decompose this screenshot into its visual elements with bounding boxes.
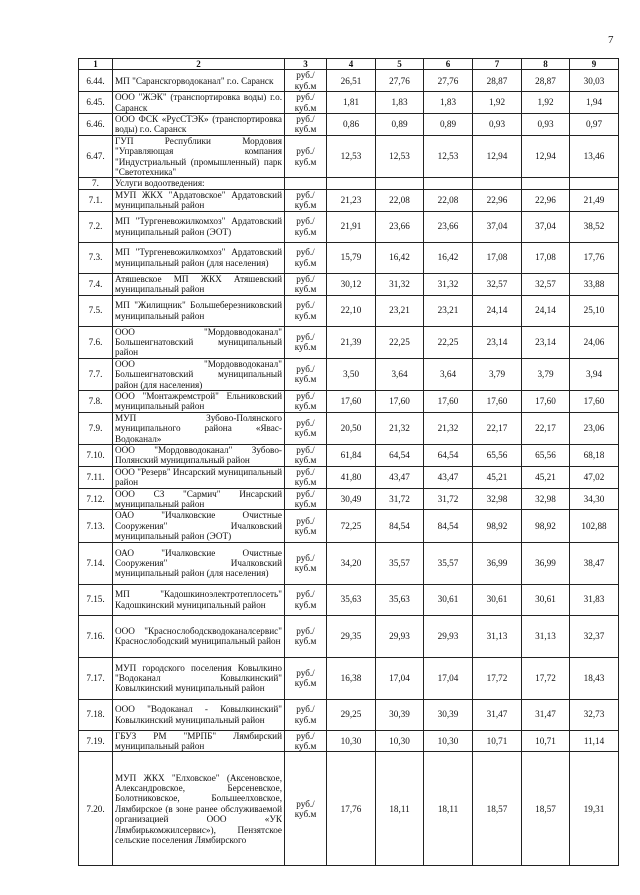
organization-name-cell: ООО "Монтажремстрой" Ельниковский муниципальный район bbox=[113, 390, 285, 412]
unit-cell: руб./ куб.м bbox=[285, 242, 327, 273]
tariff-value-cell: 22,25 bbox=[424, 326, 473, 358]
unit-cell: руб./ куб.м bbox=[285, 358, 327, 390]
tariff-value-cell: 72,25 bbox=[327, 510, 376, 542]
row-number-cell: 7.16. bbox=[79, 615, 113, 657]
table-row bbox=[79, 358, 619, 390]
tariff-value-cell: 23,66 bbox=[424, 211, 473, 242]
tariff-value-cell: 18,57 bbox=[522, 752, 570, 866]
tariff-value-cell: 1,94 bbox=[570, 92, 619, 114]
column-header: 6 bbox=[424, 59, 473, 70]
organization-name-cell: МП "Жилищник" Большеберезниковский муниципальный район bbox=[113, 295, 285, 326]
tariff-value-cell: 61,84 bbox=[327, 444, 376, 466]
tariff-value-cell: 0,97 bbox=[570, 114, 619, 136]
row-number-cell: 7.14. bbox=[79, 542, 113, 584]
tariff-value-cell: 18,57 bbox=[473, 752, 522, 866]
row-number-cell: 7.20. bbox=[79, 752, 113, 866]
row-number-cell: 7.7. bbox=[79, 358, 113, 390]
tariff-value-cell: 17,76 bbox=[327, 752, 376, 866]
tariff-value-cell: 29,93 bbox=[424, 615, 473, 657]
tariff-value-cell: 10,71 bbox=[522, 730, 570, 752]
row-number-cell: 7.11. bbox=[79, 466, 113, 488]
row-number-cell: 7.15. bbox=[79, 584, 113, 615]
unit-cell: руб./ куб.м bbox=[285, 211, 327, 242]
tariff-value-cell: 32,57 bbox=[473, 273, 522, 295]
column-header: 1 bbox=[79, 59, 113, 70]
tariff-value-cell: 43,47 bbox=[424, 466, 473, 488]
tariff-value-cell: 64,54 bbox=[376, 444, 424, 466]
column-header: 7 bbox=[473, 59, 522, 70]
tariff-value-cell: 65,56 bbox=[473, 444, 522, 466]
tariff-value-cell: 32,37 bbox=[570, 615, 619, 657]
table-row bbox=[79, 510, 619, 542]
tariff-value-cell: 21,23 bbox=[327, 189, 376, 211]
unit-cell: руб./ куб.м bbox=[285, 699, 327, 730]
tariff-value-cell: 45,21 bbox=[522, 466, 570, 488]
tariff-value-cell: 98,92 bbox=[473, 510, 522, 542]
tariff-value-cell bbox=[424, 178, 473, 189]
organization-name-cell: ООО "Мордовводоканал" Зубово-Полянский муниципальный район bbox=[113, 444, 285, 466]
tariff-value-cell: 12,53 bbox=[327, 135, 376, 178]
unit-cell: руб./ куб.м bbox=[285, 135, 327, 178]
unit-cell: руб./ куб.м bbox=[285, 114, 327, 136]
tariff-value-cell: 23,14 bbox=[522, 326, 570, 358]
table-body bbox=[79, 70, 619, 866]
table-row bbox=[79, 730, 619, 752]
tariff-value-cell: 35,57 bbox=[424, 542, 473, 584]
tariff-value-cell: 3,79 bbox=[522, 358, 570, 390]
tariff-value-cell: 17,60 bbox=[376, 390, 424, 412]
tariff-value-cell: 23,66 bbox=[376, 211, 424, 242]
unit-cell: руб./ куб.м bbox=[285, 657, 327, 699]
tariff-value-cell: 1,83 bbox=[424, 92, 473, 114]
tariff-value-cell: 3,64 bbox=[424, 358, 473, 390]
tariff-value-cell: 28,87 bbox=[522, 70, 570, 92]
tariff-value-cell: 30,61 bbox=[473, 584, 522, 615]
row-number-cell: 7.1. bbox=[79, 189, 113, 211]
tariff-value-cell: 19,31 bbox=[570, 752, 619, 866]
tariff-value-cell: 0,89 bbox=[424, 114, 473, 136]
tariff-value-cell: 22,10 bbox=[327, 295, 376, 326]
tariff-value-cell: 30,39 bbox=[424, 699, 473, 730]
tariff-value-cell: 30,49 bbox=[327, 488, 376, 510]
row-number-cell: 7.19. bbox=[79, 730, 113, 752]
tariff-value-cell: 35,57 bbox=[376, 542, 424, 584]
row-number-cell: 6.46. bbox=[79, 114, 113, 136]
table-row bbox=[79, 273, 619, 295]
tariff-value-cell: 36,99 bbox=[473, 542, 522, 584]
tariff-value-cell: 35,63 bbox=[376, 584, 424, 615]
tariff-value-cell: 84,54 bbox=[376, 510, 424, 542]
tariff-value-cell: 1,81 bbox=[327, 92, 376, 114]
table-row bbox=[79, 657, 619, 699]
tariff-value-cell: 28,87 bbox=[473, 70, 522, 92]
table-row bbox=[79, 70, 619, 92]
tariff-value-cell: 12,94 bbox=[473, 135, 522, 178]
row-number-cell: 7.9. bbox=[79, 412, 113, 444]
column-header: 5 bbox=[376, 59, 424, 70]
tariff-value-cell: 43,47 bbox=[376, 466, 424, 488]
tariff-value-cell: 23,21 bbox=[424, 295, 473, 326]
unit-cell bbox=[285, 178, 327, 189]
row-number-cell: 7.12. bbox=[79, 488, 113, 510]
tariff-value-cell: 30,61 bbox=[522, 584, 570, 615]
tariff-value-cell: 24,06 bbox=[570, 326, 619, 358]
tariff-value-cell: 0,86 bbox=[327, 114, 376, 136]
row-number-cell: 7.8. bbox=[79, 390, 113, 412]
tariff-value-cell: 36,99 bbox=[522, 542, 570, 584]
tariff-value-cell: 17,60 bbox=[522, 390, 570, 412]
tariff-value-cell: 10,30 bbox=[424, 730, 473, 752]
tariff-value-cell: 22,08 bbox=[424, 189, 473, 211]
tariff-value-cell: 29,35 bbox=[327, 615, 376, 657]
tariff-value-cell: 21,49 bbox=[570, 189, 619, 211]
unit-cell: руб./ куб.м bbox=[285, 730, 327, 752]
tariff-value-cell: 22,08 bbox=[376, 189, 424, 211]
row-number-cell: 7.4. bbox=[79, 273, 113, 295]
tariff-value-cell: 0,93 bbox=[522, 114, 570, 136]
tariff-value-cell: 12,94 bbox=[522, 135, 570, 178]
tariff-value-cell: 30,03 bbox=[570, 70, 619, 92]
tariff-value-cell bbox=[473, 178, 522, 189]
tariff-value-cell: 32,73 bbox=[570, 699, 619, 730]
page-number: 7 bbox=[608, 34, 614, 46]
row-number-cell: 6.45. bbox=[79, 92, 113, 114]
tariff-value-cell: 32,57 bbox=[522, 273, 570, 295]
tariff-value-cell: 31,32 bbox=[424, 273, 473, 295]
column-header: 2 bbox=[113, 59, 285, 70]
tariff-value-cell: 10,30 bbox=[376, 730, 424, 752]
tariff-value-cell: 65,56 bbox=[522, 444, 570, 466]
tariff-value-cell: 30,39 bbox=[376, 699, 424, 730]
tariff-value-cell: 0,93 bbox=[473, 114, 522, 136]
tariff-value-cell: 102,88 bbox=[570, 510, 619, 542]
unit-cell: руб./ куб.м bbox=[285, 295, 327, 326]
unit-cell: руб./ куб.м bbox=[285, 189, 327, 211]
table-row bbox=[79, 295, 619, 326]
tariff-value-cell: 26,51 bbox=[327, 70, 376, 92]
table-row bbox=[79, 466, 619, 488]
tariff-value-cell: 17,60 bbox=[327, 390, 376, 412]
row-number-cell: 7.3. bbox=[79, 242, 113, 273]
table-row bbox=[79, 444, 619, 466]
tariff-value-cell: 22,25 bbox=[376, 326, 424, 358]
row-number-cell: 7.10. bbox=[79, 444, 113, 466]
organization-name-cell: МУП ЖКХ "Ардатовское" Ардатовский муниципальный район bbox=[113, 189, 285, 211]
tariff-value-cell: 23,21 bbox=[376, 295, 424, 326]
column-header: 4 bbox=[327, 59, 376, 70]
tariff-value-cell: 31,13 bbox=[473, 615, 522, 657]
tariff-value-cell: 16,42 bbox=[376, 242, 424, 273]
tariff-value-cell: 37,04 bbox=[473, 211, 522, 242]
organization-name-cell: Услуги водоотведения: bbox=[113, 178, 285, 189]
tariff-value-cell: 21,39 bbox=[327, 326, 376, 358]
organization-name-cell: МП "Тургеневожилкомхоз" Ардатовский муниципальный район (для населения) bbox=[113, 242, 285, 273]
tariff-value-cell bbox=[570, 178, 619, 189]
table-row bbox=[79, 542, 619, 584]
unit-cell: руб./ куб.м bbox=[285, 615, 327, 657]
tariff-value-cell: 24,14 bbox=[473, 295, 522, 326]
tariff-value-cell: 37,04 bbox=[522, 211, 570, 242]
organization-name-cell: ООО "Мордовводоканал" Большеигнатовский муниципальный район bbox=[113, 326, 285, 358]
tariff-table bbox=[78, 58, 619, 866]
tariff-value-cell: 34,20 bbox=[327, 542, 376, 584]
tariff-value-cell: 3,79 bbox=[473, 358, 522, 390]
tariff-value-cell: 98,92 bbox=[522, 510, 570, 542]
tariff-value-cell: 17,72 bbox=[473, 657, 522, 699]
tariff-value-cell: 21,32 bbox=[424, 412, 473, 444]
tariff-value-cell: 3,64 bbox=[376, 358, 424, 390]
organization-name-cell: ООО "Водоканал - Ковылкинский" Ковылкинский муниципальный район bbox=[113, 699, 285, 730]
organization-name-cell: ООО "Мордовводоканал" Большеигнатовский муниципальный район (для населения) bbox=[113, 358, 285, 390]
organization-name-cell: ООО "ЖЭК" (транспортировка воды) г.о. Саранск bbox=[113, 92, 285, 114]
tariff-value-cell: 25,10 bbox=[570, 295, 619, 326]
table-row bbox=[79, 135, 619, 178]
tariff-value-cell: 30,61 bbox=[424, 584, 473, 615]
organization-name-cell: МУП Зубово-Полянского муниципального района «Явас-Водоканал» bbox=[113, 412, 285, 444]
organization-name-cell: МУП ЖКХ "Елховское" (Аксеновское, Александровское, Берсеневское, Болотниковское, Большеелховское, Лямбирское (в зоне ранее обслуживаемой организацией ООО «УК Лямбирькомжилсервис»), Пензятское сельские поселения Лямбирского bbox=[113, 752, 285, 866]
table-header-row bbox=[79, 59, 619, 70]
tariff-value-cell: 38,52 bbox=[570, 211, 619, 242]
organization-name-cell: МП "Кадошкиноэлектротеплосеть" Кадошкинский муниципальный район bbox=[113, 584, 285, 615]
tariff-value-cell: 17,76 bbox=[570, 242, 619, 273]
tariff-value-cell: 31,13 bbox=[522, 615, 570, 657]
tariff-value-cell: 22,96 bbox=[522, 189, 570, 211]
table-row bbox=[79, 242, 619, 273]
tariff-value-cell: 84,54 bbox=[424, 510, 473, 542]
tariff-value-cell bbox=[376, 178, 424, 189]
organization-name-cell: МП "Тургеневожилкомхоз" Ардатовский муниципальный район (ЭОТ) bbox=[113, 211, 285, 242]
tariff-value-cell: 31,72 bbox=[376, 488, 424, 510]
row-number-cell: 6.44. bbox=[79, 70, 113, 92]
tariff-value-cell: 0,89 bbox=[376, 114, 424, 136]
tariff-value-cell: 32,98 bbox=[473, 488, 522, 510]
organization-name-cell: Атяшевское МП ЖКХ Атяшевский муниципальный район bbox=[113, 273, 285, 295]
table-row bbox=[79, 412, 619, 444]
table-row bbox=[79, 699, 619, 730]
tariff-value-cell: 1,83 bbox=[376, 92, 424, 114]
row-number-cell: 7.6. bbox=[79, 326, 113, 358]
unit-cell: руб./ куб.м bbox=[285, 488, 327, 510]
table-row bbox=[79, 584, 619, 615]
row-number-cell: 7.2. bbox=[79, 211, 113, 242]
tariff-value-cell: 35,63 bbox=[327, 584, 376, 615]
unit-cell: руб./ куб.м bbox=[285, 326, 327, 358]
tariff-value-cell: 12,53 bbox=[376, 135, 424, 178]
tariff-value-cell: 31,47 bbox=[522, 699, 570, 730]
organization-name-cell: МП "Саранскгорводоканал" г.о. Саранск bbox=[113, 70, 285, 92]
tariff-value-cell: 17,08 bbox=[473, 242, 522, 273]
tariff-value-cell: 17,60 bbox=[473, 390, 522, 412]
tariff-value-cell bbox=[522, 178, 570, 189]
tariff-value-cell: 17,08 bbox=[522, 242, 570, 273]
tariff-value-cell: 27,76 bbox=[376, 70, 424, 92]
tariff-value-cell: 33,88 bbox=[570, 273, 619, 295]
tariff-value-cell: 23,06 bbox=[570, 412, 619, 444]
unit-cell: руб./ куб.м bbox=[285, 584, 327, 615]
tariff-value-cell: 30,12 bbox=[327, 273, 376, 295]
row-number-cell: 7.5. bbox=[79, 295, 113, 326]
tariff-value-cell: 3,50 bbox=[327, 358, 376, 390]
organization-name-cell: МУП городского поселения Ковылкино "Водоканал Ковылкинский" Ковылкинский муниципальный район bbox=[113, 657, 285, 699]
table-row bbox=[79, 488, 619, 510]
table-row bbox=[79, 178, 619, 189]
unit-cell: руб./ куб.м bbox=[285, 273, 327, 295]
tariff-value-cell: 17,04 bbox=[424, 657, 473, 699]
tariff-value-cell: 31,83 bbox=[570, 584, 619, 615]
tariff-value-cell: 11,14 bbox=[570, 730, 619, 752]
column-header: 3 bbox=[285, 59, 327, 70]
table-row bbox=[79, 189, 619, 211]
table-row bbox=[79, 752, 619, 866]
unit-cell: руб./ куб.м bbox=[285, 752, 327, 866]
tariff-value-cell: 16,38 bbox=[327, 657, 376, 699]
column-header: 9 bbox=[570, 59, 619, 70]
tariff-value-cell: 29,93 bbox=[376, 615, 424, 657]
tariff-value-cell bbox=[327, 178, 376, 189]
tariff-value-cell: 45,21 bbox=[473, 466, 522, 488]
tariff-value-cell: 18,43 bbox=[570, 657, 619, 699]
unit-cell: руб./ куб.м bbox=[285, 390, 327, 412]
unit-cell: руб./ куб.м bbox=[285, 92, 327, 114]
unit-cell: руб./ куб.м bbox=[285, 542, 327, 584]
tariff-value-cell: 16,42 bbox=[424, 242, 473, 273]
tariff-value-cell: 38,47 bbox=[570, 542, 619, 584]
unit-cell: руб./ куб.м bbox=[285, 466, 327, 488]
row-number-cell: 7.13. bbox=[79, 510, 113, 542]
tariff-value-cell: 31,72 bbox=[424, 488, 473, 510]
organization-name-cell: ООО "Резерв" Инсарский муниципальный район bbox=[113, 466, 285, 488]
tariff-value-cell: 47,02 bbox=[570, 466, 619, 488]
tariff-value-cell: 18,11 bbox=[424, 752, 473, 866]
tariff-value-cell: 31,47 bbox=[473, 699, 522, 730]
organization-name-cell: ООО СЗ "Сармич" Инсарский муниципальный район bbox=[113, 488, 285, 510]
tariff-value-cell: 10,30 bbox=[327, 730, 376, 752]
tariff-value-cell: 17,60 bbox=[424, 390, 473, 412]
row-number-cell: 7.18. bbox=[79, 699, 113, 730]
tariff-value-cell: 20,50 bbox=[327, 412, 376, 444]
tariff-value-cell: 13,46 bbox=[570, 135, 619, 178]
unit-cell: руб./ куб.м bbox=[285, 412, 327, 444]
organization-name-cell: ООО "Краснослободскводоканалсервис" Краснослободский муниципальный район bbox=[113, 615, 285, 657]
tariff-value-cell: 15,79 bbox=[327, 242, 376, 273]
row-number-cell: 6.47. bbox=[79, 135, 113, 178]
unit-cell: руб./ куб.м bbox=[285, 444, 327, 466]
unit-cell: руб./ куб.м bbox=[285, 70, 327, 92]
table-row bbox=[79, 326, 619, 358]
tariff-value-cell: 3,94 bbox=[570, 358, 619, 390]
tariff-value-cell: 17,04 bbox=[376, 657, 424, 699]
tariff-value-cell: 1,92 bbox=[473, 92, 522, 114]
tariff-value-cell: 64,54 bbox=[424, 444, 473, 466]
tariff-value-cell: 22,17 bbox=[473, 412, 522, 444]
unit-cell: руб./ куб.м bbox=[285, 510, 327, 542]
tariff-value-cell: 27,76 bbox=[424, 70, 473, 92]
tariff-value-cell: 41,80 bbox=[327, 466, 376, 488]
tariff-value-cell: 34,30 bbox=[570, 488, 619, 510]
table-row bbox=[79, 92, 619, 114]
tariff-value-cell: 17,60 bbox=[570, 390, 619, 412]
tariff-value-cell: 1,92 bbox=[522, 92, 570, 114]
column-header: 8 bbox=[522, 59, 570, 70]
organization-name-cell: ГБУЗ РМ "МРПБ" Лямбирский муниципальный район bbox=[113, 730, 285, 752]
tariff-value-cell: 23,14 bbox=[473, 326, 522, 358]
table-row bbox=[79, 114, 619, 136]
tariff-value-cell: 24,14 bbox=[522, 295, 570, 326]
tariff-value-cell: 29,25 bbox=[327, 699, 376, 730]
organization-name-cell: ГУП Республики Мордовия "Управляющая компания "Индустриальный (промышленный) парк "Светотехника" bbox=[113, 135, 285, 178]
tariff-value-cell: 21,91 bbox=[327, 211, 376, 242]
tariff-value-cell: 10,71 bbox=[473, 730, 522, 752]
tariff-value-cell: 32,98 bbox=[522, 488, 570, 510]
tariff-value-cell: 17,72 bbox=[522, 657, 570, 699]
tariff-value-cell: 18,11 bbox=[376, 752, 424, 866]
tariff-value-cell: 12,53 bbox=[424, 135, 473, 178]
tariff-value-cell: 22,96 bbox=[473, 189, 522, 211]
table-row bbox=[79, 390, 619, 412]
tariff-value-cell: 31,32 bbox=[376, 273, 424, 295]
tariff-value-cell: 22,17 bbox=[522, 412, 570, 444]
tariff-value-cell: 21,32 bbox=[376, 412, 424, 444]
tariff-value-cell: 68,18 bbox=[570, 444, 619, 466]
table-row bbox=[79, 211, 619, 242]
row-number-cell: 7. bbox=[79, 178, 113, 189]
table-row bbox=[79, 615, 619, 657]
row-number-cell: 7.17. bbox=[79, 657, 113, 699]
organization-name-cell: ОАО "Ичалковские Очистные Сооружения" Ичалковский муниципальный район (ЭОТ) bbox=[113, 510, 285, 542]
organization-name-cell: ОАО "Ичалковские Очистные Сооружения" Ичалковский муниципальный район (для населения) bbox=[113, 542, 285, 584]
organization-name-cell: ООО ФСК «РусСТЭК» (транспортировка воды) г.о. Саранск bbox=[113, 114, 285, 136]
